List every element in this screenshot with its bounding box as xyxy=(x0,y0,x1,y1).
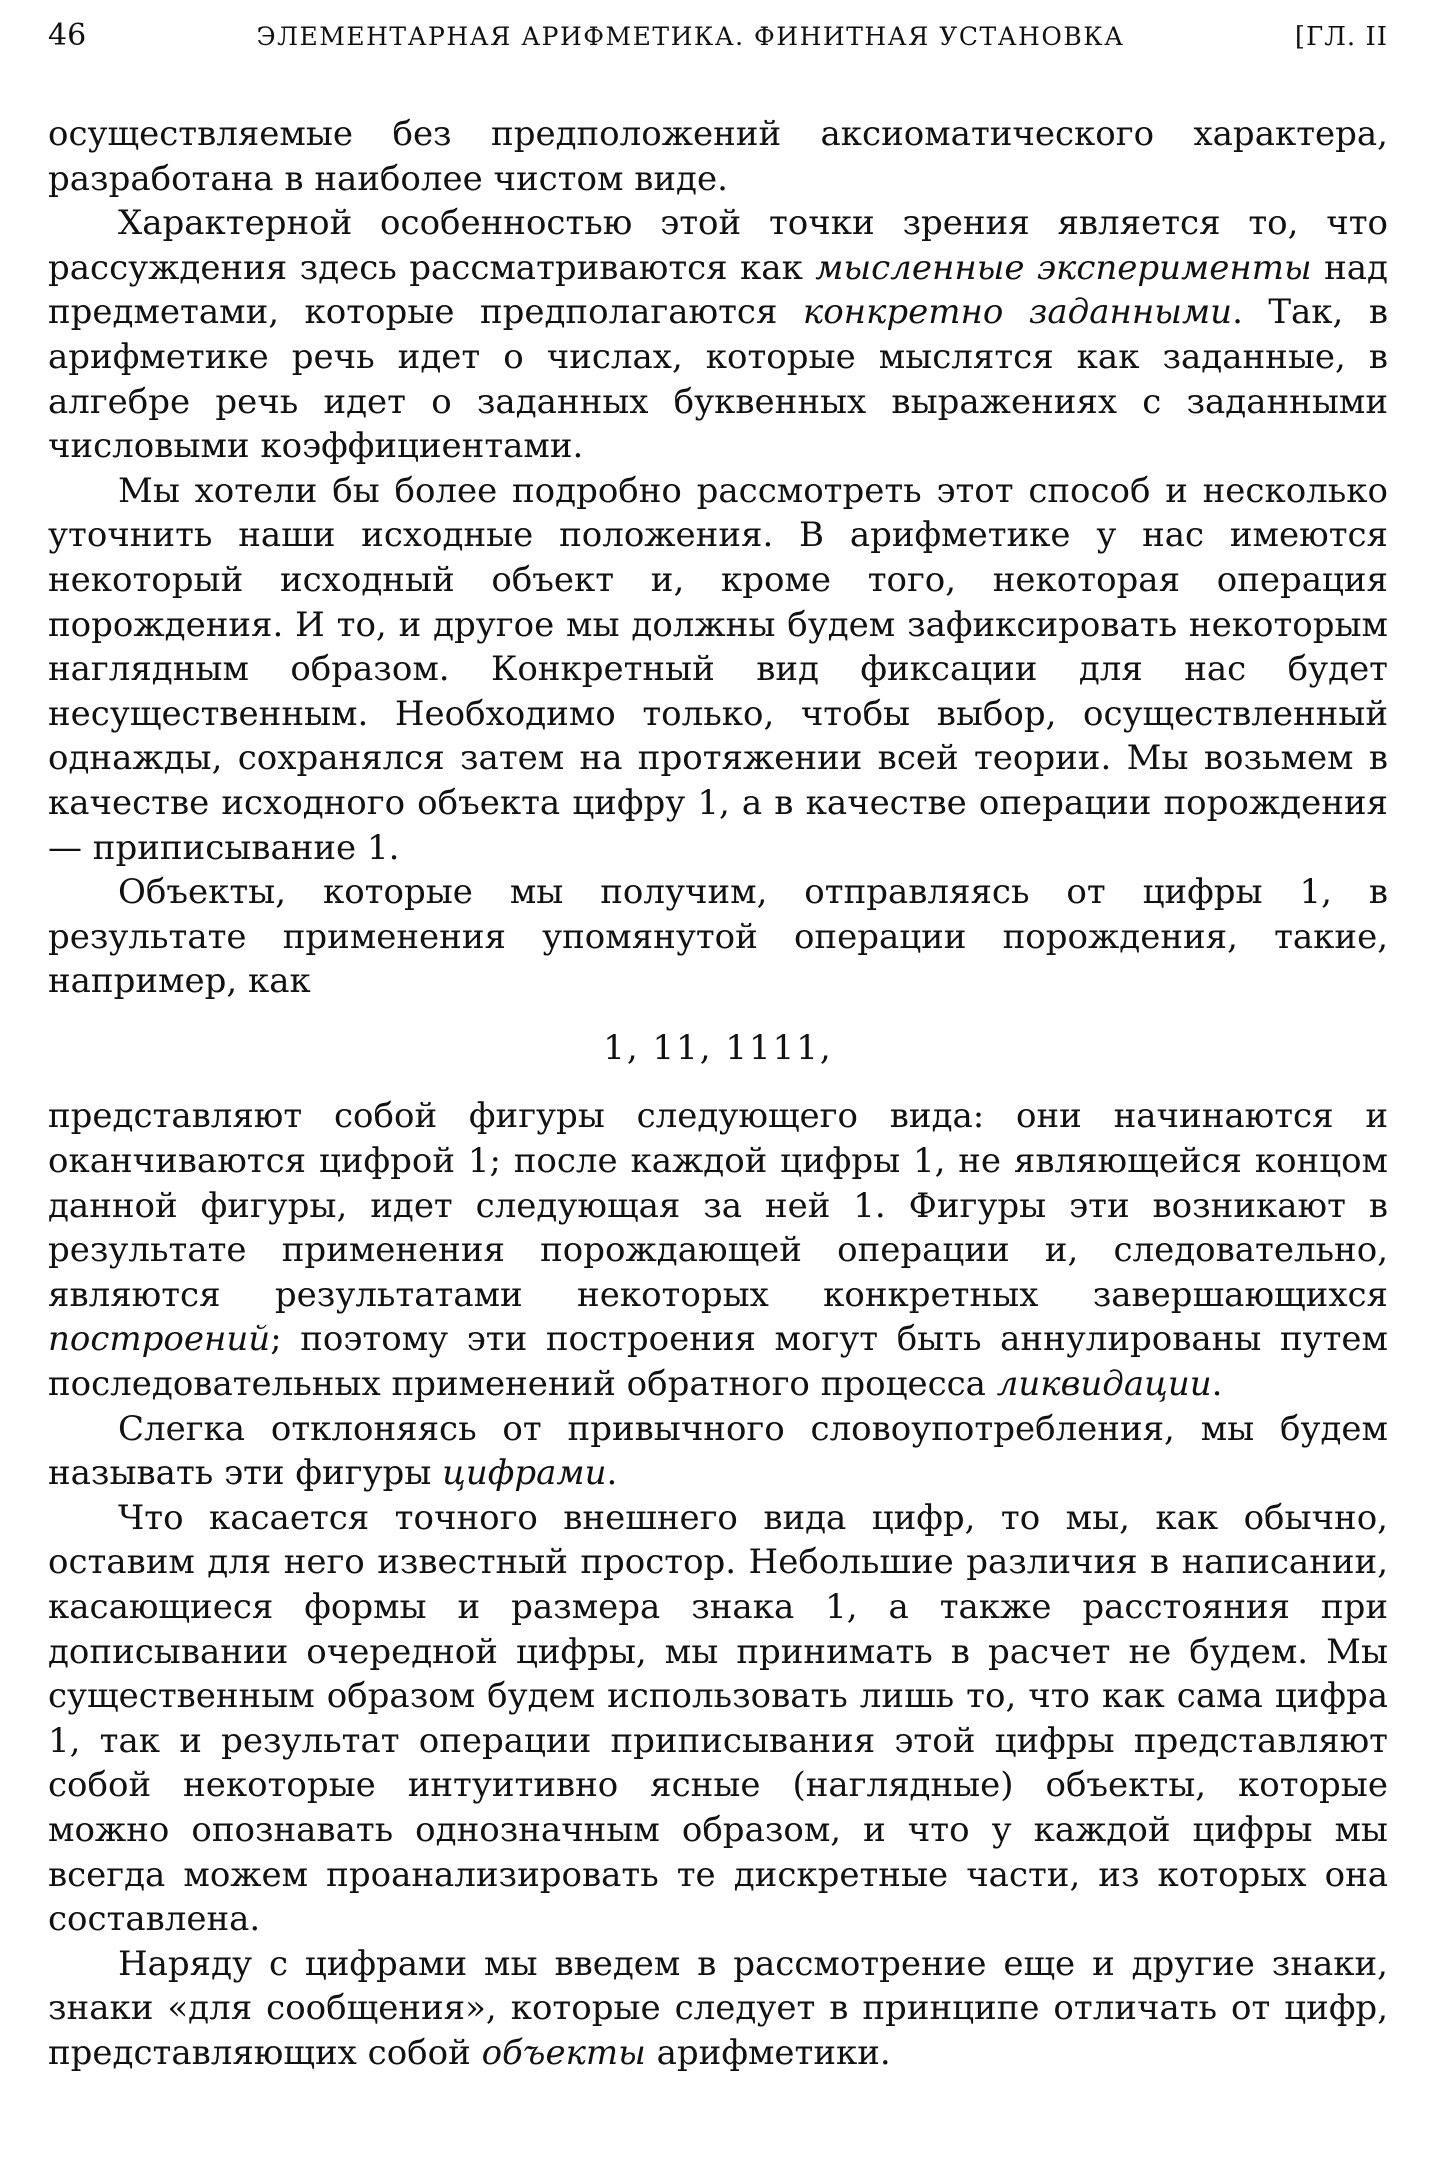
emphasis-constructions: построений xyxy=(48,1319,271,1360)
paragraph-text: Слегка отклоняясь от привычного словоупотребления, мы будем называть эти фигуры xyxy=(48,1408,1388,1494)
paragraph-text: Что касается точного внешнего вида цифр, то мы, как обычно, оставим для него известный простор. Небольшие различия в написании, касающиеся формы и размера знака 1, а также расстояния при дописывании очередной цифры, мы принимать в расчет не будем. Мы существенным образом будем использовать лишь то, что как сама цифра 1, так и результат операции приписывания этой цифры представляют собой некоторые интуитивно ясные (наглядные) объекты, которые можно опознавать однозначным образом, и что у каждой цифры мы всегда можем проанализировать те дискретные части, из которых она составлена. xyxy=(48,1497,1388,1940)
emphasis-objects: объекты xyxy=(481,2032,646,2073)
paragraph-text: . Так, в арифметике речь идет о числах, которые мыслятся как заданные, в алгебре речь идет о заданных буквенных выражениях с заданными числовыми коэффициентами. xyxy=(48,292,1388,467)
paragraph-6 xyxy=(48,1407,1388,1496)
emphasis-thought-experiments: мысленные эксперименты xyxy=(815,247,1312,288)
chapter-reference: [ГЛ. II xyxy=(1294,22,1388,52)
emphasis-digits: цифрами xyxy=(442,1453,607,1494)
body-text xyxy=(48,112,1388,2076)
paragraph-text: Наряду с цифрами мы введем в рассмотрение еще и другие знаки, знаки «для сообщения», которые следует в принципе отличать от цифр, представляющих собой xyxy=(48,1943,1388,2073)
paragraph-5 xyxy=(48,1094,1388,1406)
paragraph-text: . xyxy=(1211,1364,1223,1405)
paragraph-4 xyxy=(48,870,1388,1004)
paragraph-text: Объекты, которые мы получим, отправляясь от цифры 1, в результате применения упомянутой операции порождения, такие, например, как xyxy=(48,872,1388,1002)
paragraph-text: . xyxy=(606,1453,618,1494)
paragraph-text: Мы хотели бы более подробно рассмотреть этот способ и несколько уточнить наши исходные положения. В арифметике у нас имеются некоторый исходный объект и, кроме того, некоторая операция порождения. И то, и другое мы должны будем зафиксировать некоторым наглядным образом. Конкретный вид фиксации для нас будет несущественным. Необходимо только, чтобы выбор, осуществленный однажды, сохранялся затем на протяжении всей теории. Мы возьмем в качестве исходного объекта цифру 1, а в качестве операции порождения — приписывание 1. xyxy=(48,470,1388,868)
paragraph-text: осуществляемые без предположений аксиоматического характера, разработана в наиболее чистом виде. xyxy=(48,114,1388,199)
emphasis-concretely-given: конкретно заданными xyxy=(802,292,1233,333)
paragraph-3 xyxy=(48,469,1388,870)
paragraph-8 xyxy=(48,1942,1388,2076)
running-head xyxy=(48,18,1388,68)
paragraph-2 xyxy=(48,201,1388,469)
paragraph-text: Характерной особенностью этой точки зрения является то, что рассуждения здесь рассматриваются как xyxy=(48,203,1388,288)
book-page xyxy=(48,18,1388,2076)
paragraph-text: представляют собой фигуры следующего вида: они начинаются и оканчиваются цифрой 1; после каждой цифры 1, не являющейся концом данной фигуры, идет следующая за ней 1. Фигуры эти возникают в результате применения порождающей операции и, следовательно, являются результатами некоторых конкретных завершающихся xyxy=(48,1096,1388,1315)
paragraph-text: ; поэтому эти построения могут быть аннулированы путем последовательных применений обратного процесса xyxy=(48,1319,1388,1405)
running-head-title: ЭЛЕМЕНТАРНАЯ АРИФМЕТИКА. ФИНИТНАЯ УСТАНОВКА xyxy=(256,22,1125,51)
paragraph-text: арифметики. xyxy=(645,2032,891,2073)
display-formula: 1, 11, 1111, xyxy=(603,1027,833,1068)
paragraph-text: над предметами, которые предполагаются xyxy=(48,247,1388,333)
paragraph-7 xyxy=(48,1496,1388,1942)
emphasis-liquidation: ликвидации xyxy=(996,1364,1212,1405)
page-number: 46 xyxy=(48,18,87,53)
paragraph-continuation xyxy=(48,112,1388,201)
